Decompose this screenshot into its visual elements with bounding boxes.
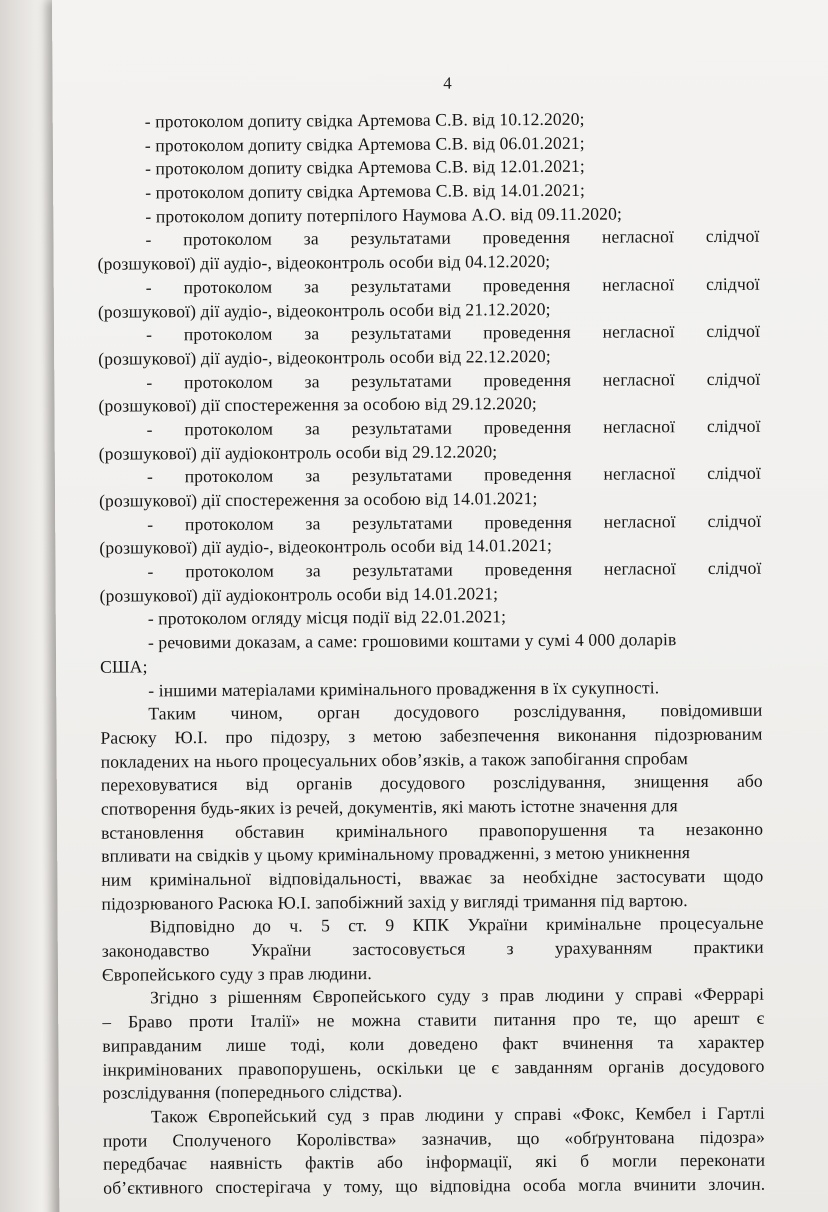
text-line: (розшукової) дії аудіо-, відеоконтроль особи від 22.12.2020; [98,345,551,369]
text-line: (розшукової) дії аудіоконтроль особи від 14.01.2021; [99,583,499,606]
text-line: (розшукової) дії аудіо-, відеоконтроль особи від 04.12.2020; [97,251,551,274]
text-line: - іншими матеріалами кримінального провадження в їх сукупності. [148,676,660,700]
text-line: - протоколом за результатами проведення негласної слідчої [145,320,761,345]
text-line: - протоколом за результатами проведення негласної слідчої [145,226,760,250]
text-line: - протоколом за результатами проведення негласної слідчої [145,273,760,298]
text-line: (розшукової) дії аудіоконтроль особи від 29.12.2020; [98,440,498,464]
text-line: - протоколом за результатами проведення негласної слідчої [146,415,761,440]
text-line: спотворення будь-яких із речей, документів, які мають істотне значення для [100,795,678,819]
text-line: – Браво проти Італії» не можна ставити питання про те, що арешт є [102,1007,765,1032]
text-line: законодавство України застосовується з урахуванням практики [101,936,764,961]
text-line: - протоколом допиту свідка Артемова С.В. від 06.01.2021; [144,132,585,156]
text-line: - протоколом за результатами проведення негласної слідчої [147,557,762,582]
text-line: Також Європейський суд з прав людини у справі «Фокс, Кембел і Гартлі [150,1102,765,1127]
document-page [52,0,828,1212]
text-line: - протоколом за результатами проведення негласної слідчої [146,368,761,392]
text-line: - протоколом допиту потерпілого Наумова А.О. від 09.11.2020; [145,203,622,227]
text-line: інкримінованих правопорушень, оскільки це є завданням органів досудового [102,1055,765,1080]
text-line: підозрюваного Расюка Ю.І. запобіжний захід у вигляді тримання під вартою. [101,889,688,914]
text-line: ним кримінальної відповідальності, вважає за необхідне застосувати щодо [101,865,764,890]
text-line: Відповідно до ч. 5 ст. 9 КПК України кримінальне процесуальне [149,913,764,937]
text-line: - протоколом допиту свідка Артемова С.В. від 10.12.2020; [144,108,585,132]
text-line: розслідування (попереднього слідства). [102,1081,403,1103]
text-line: Європейського суду з прав людини. [101,962,372,985]
text-line: передбачає наявність фактів або інформації, які б могли переконати [103,1149,766,1175]
text-line: - протоколом допиту свідка Артемова С.В. від 12.01.2021; [144,156,585,179]
text-line: встановлення обставин кримінального правопорушення та незаконно [101,818,764,843]
text-line: Расюку Ю.І. про підозру, з метою забезпечення виконання підозрюваним [100,723,763,748]
text-line: - протоколом допиту свідка Артемова С.В. від 14.01.2021; [145,179,586,203]
text-line: виправданим лише тоді, коли доведено факт вчинення та характер [102,1031,765,1056]
text-line: (розшукової) дії аудіо-, відеоконтроль особи від 21.12.2020; [97,298,551,322]
page-number: 4 [443,73,452,93]
text-line: (розшукової) дії спостереження за особою від 14.01.2021; [98,488,538,511]
text-line: Таким чином, орган досудового розслідування, повідомивши [148,699,763,724]
text-line: об’єктивного спостерігача у тому, що відповідна особа могла вчинити злочин. [103,1173,766,1198]
text-line: впливати на свідків у цьому кримінальному провадженні, з метою уникнення [101,842,691,867]
text-line: (розшукової) дії спостереження за особою від 29.12.2020; [98,393,537,416]
text-line: покладених на нього процесуальних обов’язків, а також запобігання спробам [100,747,688,772]
text-line: проти Сполученого Королівства» зазначив, що «обґрунтована підозра» [102,1126,766,1151]
text-line: - протоколом за результатами проведення негласної слідчої [146,463,761,487]
text-line: - протоколом за результатами проведення негласної слідчої [147,510,762,535]
text-line: (розшукової) дії аудіо-, відеоконтроль особи від 14.01.2021; [99,535,553,559]
text-line: - протоколом огляду місця події від 22.01.2021; [147,606,507,629]
text-line: - речовими доказам, а саме: грошовими коштами у сумі 4 000 доларів [147,629,677,653]
text-line: Згідно з рішенням Європейського суду з прав людини у справі «Феррарі [150,984,765,1008]
text-line: переховуватися від органів досудового розслідування, знищення або [100,770,763,795]
text-line: США; [100,656,148,677]
